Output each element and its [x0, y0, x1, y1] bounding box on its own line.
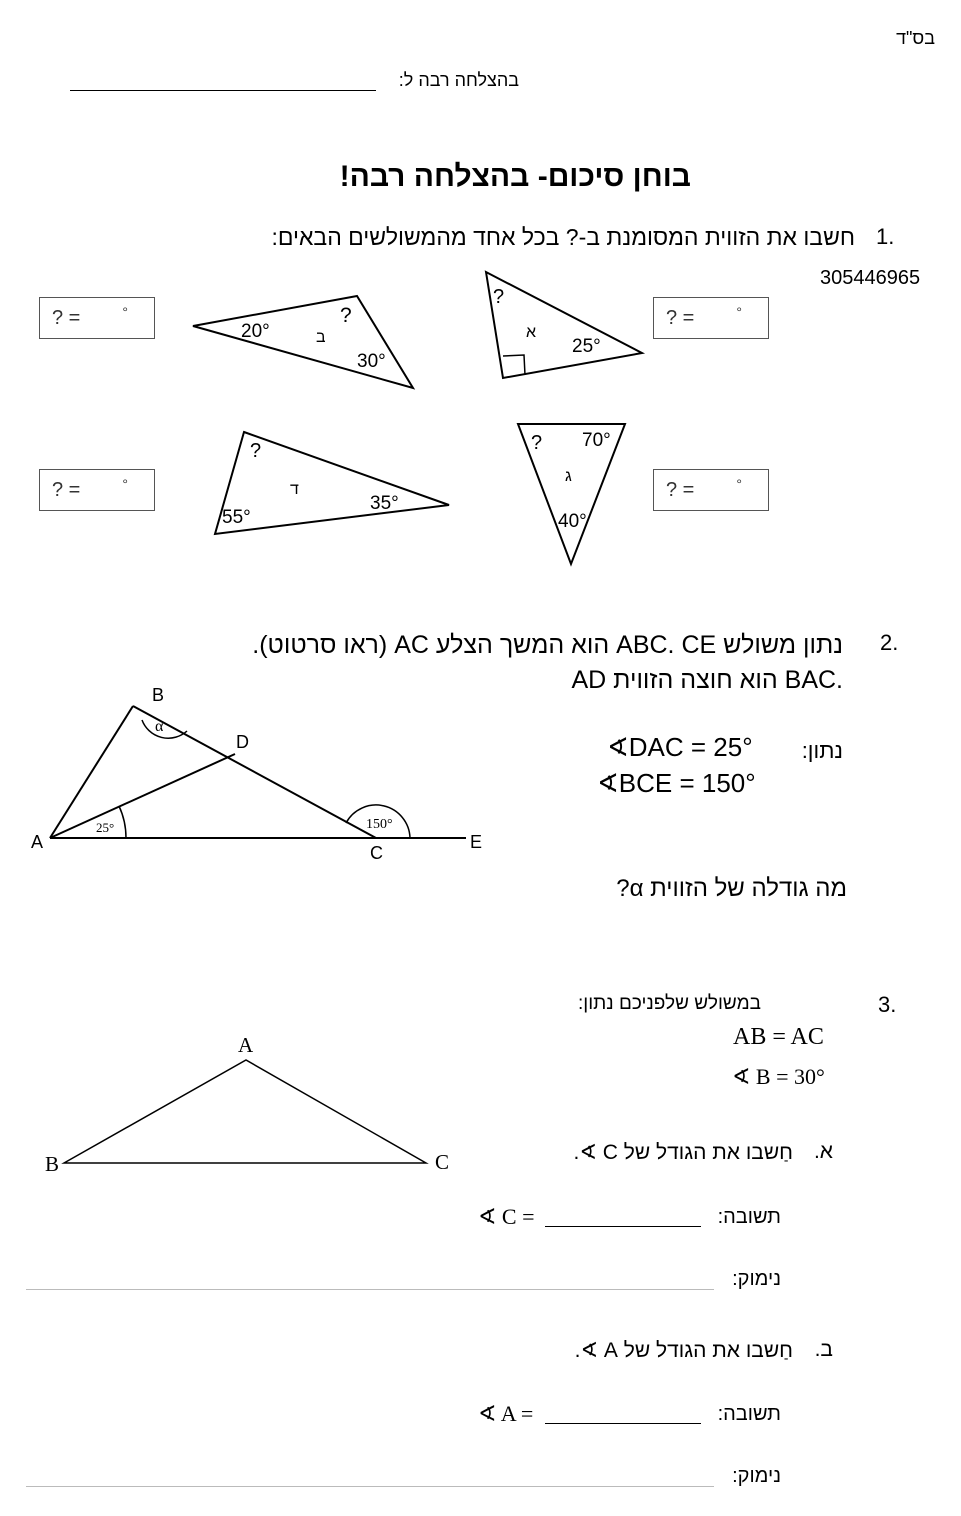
- label-b: B: [45, 1152, 60, 1176]
- label-angle-a: 25°: [96, 820, 115, 835]
- triangle-c-q: ?: [531, 432, 543, 454]
- q3b-answer-var: ∢ A =: [478, 1401, 534, 1426]
- triangle-a-q: ?: [493, 286, 505, 308]
- triangle-b-letter: ב: [316, 329, 326, 346]
- label-c: C: [435, 1150, 450, 1174]
- q3b-answer-label: תשובה:: [717, 1403, 781, 1425]
- answer-deg: °: [736, 304, 742, 320]
- label-b: B: [152, 685, 165, 705]
- q3a-answer-line[interactable]: [545, 1226, 701, 1227]
- label-d: D: [236, 732, 249, 752]
- q3b-text: חַשבו את הגודל של A ∢.: [574, 1339, 793, 1362]
- q2-given2: ∢BCE = 150°: [597, 768, 756, 798]
- label-alpha: α: [155, 718, 164, 735]
- triangle-d-angle1: 55°: [222, 507, 251, 528]
- answer-q-label: ? =: [666, 307, 695, 329]
- q3a-answer-label: תשובה:: [717, 1206, 781, 1228]
- q3a-reason-label: נימוק:: [732, 1268, 781, 1290]
- triangle-c-letter: ג: [565, 468, 572, 485]
- page-title: בוחן סיכום- בהצלחה רבה!: [339, 160, 691, 193]
- q3b-letter: ב.: [814, 1338, 833, 1361]
- triangle-b-q: ?: [340, 304, 352, 327]
- q2-line1: נתון משולש ABC. CE הוא המשך הצלע AC (ראו סרטוט).: [252, 631, 843, 659]
- triangle-d-q: ?: [250, 440, 262, 462]
- triangle-d-angle2: 35°: [370, 493, 399, 514]
- q3b-reason-line[interactable]: [26, 1486, 714, 1487]
- q3a-answer-var: ∢ C =: [478, 1204, 535, 1229]
- bsd-label: בס"ד: [896, 28, 935, 48]
- q3-given1: AB = AC: [733, 1024, 824, 1050]
- answer-deg: °: [122, 304, 128, 320]
- label-c: C: [370, 843, 383, 863]
- triangle-abc: [64, 1060, 426, 1163]
- id-number: 305446965: [820, 267, 921, 289]
- answer-deg: °: [122, 476, 128, 492]
- triangle-a-letter: א: [526, 324, 537, 341]
- good-luck-label: בהצלחה רבה ל:: [398, 70, 519, 90]
- triangle-b-angle2: 30°: [357, 351, 386, 372]
- q2-given1: ∢DAC = 25°: [607, 732, 753, 762]
- q1-text: חשבו את הזווית המסומנת ב-? בכל אחד מהמשולשים הבאים:: [271, 224, 855, 250]
- q3b-answer-line[interactable]: [545, 1423, 701, 1424]
- triangle-c-angle2: 40°: [558, 511, 587, 532]
- answer-q-label: ? =: [666, 479, 695, 501]
- label-a: A: [238, 1033, 254, 1057]
- q3a-letter: א.: [813, 1140, 833, 1163]
- triangle-a-angle: 25°: [572, 336, 601, 357]
- answer-q-label: ? =: [52, 307, 81, 329]
- q3-intro: במשולש שלפניכם נתון:: [578, 993, 761, 1014]
- q3a-reason-line[interactable]: [26, 1289, 714, 1290]
- q2-line2: AD הוא חוצה הזווית BAC.: [571, 666, 843, 694]
- q2-number: 2.: [880, 630, 899, 655]
- triangle-d-letter: ד: [290, 481, 299, 498]
- q3-given2: ∢ B = 30°: [732, 1064, 825, 1089]
- q1-number: 1.: [876, 224, 895, 249]
- label-a: A: [31, 832, 44, 852]
- q3-number: 3.: [878, 992, 897, 1017]
- q2-given-label: נתון:: [801, 738, 843, 763]
- q2-question: מה גודלה של הזווית α?: [616, 875, 847, 902]
- triangle-b-angle1: 20°: [241, 321, 270, 342]
- triangle-c-angle1: 70°: [582, 430, 611, 451]
- q3a-text: חַשבו את הגודל של C ∢.: [573, 1141, 793, 1164]
- label-angle-c: 150°: [366, 817, 393, 832]
- answer-deg: °: [736, 476, 742, 492]
- label-e: E: [470, 832, 483, 852]
- q3b-reason-label: נימוק:: [732, 1465, 781, 1487]
- answer-q-label: ? =: [52, 479, 81, 501]
